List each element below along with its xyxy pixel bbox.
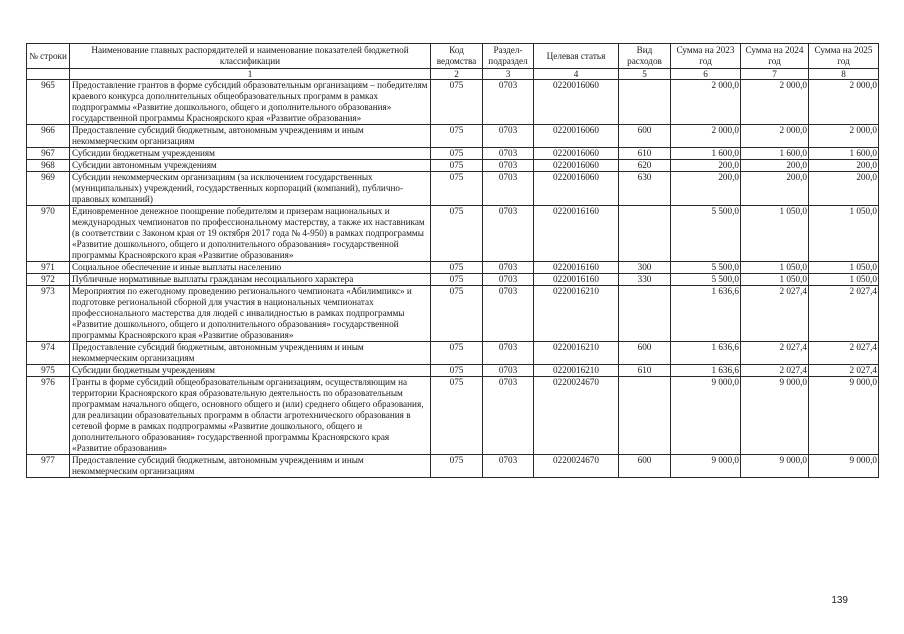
column-number: 6 [671,69,741,80]
table-row [27,148,879,160]
target-article: 0220016160 [534,262,619,274]
row-number: 973 [27,286,70,342]
header-section: Раздел-подраздел [483,44,534,69]
table-row [27,377,879,455]
header-row [27,44,879,69]
sum-2024: 2 000,0 [741,80,809,125]
sum-2023: 5 500,0 [671,262,741,274]
column-number: 4 [534,69,619,80]
sum-2024: 200,0 [741,172,809,206]
section-code: 0703 [483,365,534,377]
row-number: 975 [27,365,70,377]
header-target-article: Целевая статья [534,44,619,69]
sum-2023: 1 636,6 [671,365,741,377]
row-name: Предоставление субсидий бюджетным, автономным учреждениям и иным некоммерческим организациям [70,342,431,365]
column-number: 8 [809,69,879,80]
table-row [27,274,879,286]
row-name: Предоставление грантов в форме субсидий образовательным организациям – победителям краевого конкурса дополнительных общеобразовательных программ в рамках подпрограммы «Развитие дошкольного, общего и дополнительного образования» государственной программы Красноярского края «Развитие образования» [70,80,431,125]
expense-type [619,80,671,125]
sum-2024: 2 027,4 [741,286,809,342]
expense-type [619,286,671,342]
section-code: 0703 [483,342,534,365]
expense-type: 600 [619,342,671,365]
header-sum-2025: Сумма на 2025 год [809,44,879,69]
target-article: 0220016160 [534,274,619,286]
sum-2024: 1 050,0 [741,262,809,274]
section-code: 0703 [483,80,534,125]
sum-2023: 200,0 [671,160,741,172]
row-number: 972 [27,274,70,286]
target-article: 0220016060 [534,148,619,160]
sum-2024: 200,0 [741,160,809,172]
sum-2024: 2 027,4 [741,365,809,377]
sum-2023: 5 500,0 [671,206,741,262]
target-article: 0220016160 [534,206,619,262]
expense-type [619,206,671,262]
sum-2024: 1 050,0 [741,206,809,262]
target-article: 0220016060 [534,125,619,148]
target-article: 0220016210 [534,365,619,377]
row-name: Гранты в форме субсидий общеобразовательным организациям, осуществляющим на территории Красноярского края образовательную деятельность по образовательным программам начального общего, основного общего и (или) среднего общего образования, для реализации образовательных программ в области агротехнического образования в сетевой форме в рамках подпрограммы «Развитие дошкольного, общего и дополнительного образования» государственной программы Красноярского края «Развитие образования» [70,377,431,455]
budget-table-sheet [26,43,878,478]
sum-2025: 9 000,0 [809,455,879,478]
row-name: Публичные нормативные выплаты гражданам несоциального характера [70,274,431,286]
table-row [27,342,879,365]
row-number: 969 [27,172,70,206]
table-row [27,262,879,274]
ministry-code: 075 [431,125,483,148]
ministry-code: 075 [431,377,483,455]
row-name: Субсидии бюджетным учреждениям [70,365,431,377]
sum-2025: 2 027,4 [809,342,879,365]
section-code: 0703 [483,160,534,172]
expense-type: 610 [619,148,671,160]
sum-2024: 2 027,4 [741,342,809,365]
sum-2023: 2 000,0 [671,80,741,125]
table-row [27,172,879,206]
section-code: 0703 [483,172,534,206]
ministry-code: 075 [431,80,483,125]
target-article: 0220016210 [534,342,619,365]
row-number: 968 [27,160,70,172]
expense-type [619,377,671,455]
column-number: 1 [70,69,431,80]
sum-2024: 9 000,0 [741,455,809,478]
sum-2024: 1 600,0 [741,148,809,160]
expense-type: 600 [619,455,671,478]
section-code: 0703 [483,455,534,478]
row-name: Предоставление субсидий бюджетным, автономным учреждениям и иным некоммерческим организациям [70,455,431,478]
row-name: Предоставление субсидий бюджетным, автономным учреждениям и иным некоммерческим организациям [70,125,431,148]
table-row [27,455,879,478]
row-name: Мероприятия по ежегодному проведению регионального чемпионата «Абилимпикс» и подготовке региональной сборной для участия в национальных чемпионатах профессионального мастерства для людей с инвалидностью в рамках подпрограммы «Развитие дошкольного, общего и дополнительного образования» государственной программы Красноярского края «Развитие образования» [70,286,431,342]
section-code: 0703 [483,148,534,160]
sum-2025: 2 027,4 [809,365,879,377]
ministry-code: 075 [431,206,483,262]
ministry-code: 075 [431,286,483,342]
section-code: 0703 [483,206,534,262]
row-name: Субсидии некоммерческим организациям (за исключением государственных (муниципальных) учреждений, государственных корпораций (компаний), публично-правовых компаний) [70,172,431,206]
column-number: 2 [431,69,483,80]
table-row [27,125,879,148]
column-number [27,69,70,80]
table-row [27,160,879,172]
expense-type: 600 [619,125,671,148]
expense-type: 300 [619,262,671,274]
sum-2023: 5 500,0 [671,274,741,286]
row-name: Субсидии автономным учреждениям [70,160,431,172]
expense-type: 330 [619,274,671,286]
sum-2025: 200,0 [809,160,879,172]
ministry-code: 075 [431,342,483,365]
sum-2023: 1 600,0 [671,148,741,160]
ministry-code: 075 [431,148,483,160]
sum-2024: 9 000,0 [741,377,809,455]
section-code: 0703 [483,377,534,455]
ministry-code: 075 [431,365,483,377]
target-article: 0220016060 [534,172,619,206]
sum-2025: 1 600,0 [809,148,879,160]
sum-2023: 9 000,0 [671,377,741,455]
expense-type: 630 [619,172,671,206]
sum-2025: 200,0 [809,172,879,206]
ministry-code: 075 [431,262,483,274]
column-number: 5 [619,69,671,80]
sum-2025: 1 050,0 [809,262,879,274]
sum-2023: 1 636,6 [671,342,741,365]
sum-2025: 2 027,4 [809,286,879,342]
row-number: 976 [27,377,70,455]
ministry-code: 075 [431,172,483,206]
sum-2025: 9 000,0 [809,377,879,455]
column-number: 3 [483,69,534,80]
page-number: 139 [831,595,848,606]
row-number: 971 [27,262,70,274]
header-ministry-code: Код ведомства [431,44,483,69]
sum-2023: 200,0 [671,172,741,206]
table-row [27,206,879,262]
row-number: 966 [27,125,70,148]
section-code: 0703 [483,262,534,274]
header-row-number: № строки [27,44,70,69]
section-code: 0703 [483,274,534,286]
target-article: 0220016210 [534,286,619,342]
header-expense-type: Вид расходов [619,44,671,69]
target-article: 0220024670 [534,377,619,455]
row-number: 965 [27,80,70,125]
sum-2024: 2 000,0 [741,125,809,148]
sum-2025: 2 000,0 [809,125,879,148]
row-number: 974 [27,342,70,365]
header-name: Наименование главных распорядителей и наименование показателей бюджетной классификации [70,44,431,69]
section-code: 0703 [483,286,534,342]
sum-2023: 9 000,0 [671,455,741,478]
ministry-code: 075 [431,274,483,286]
sum-2023: 2 000,0 [671,125,741,148]
target-article: 0220024670 [534,455,619,478]
section-code: 0703 [483,125,534,148]
expense-type: 620 [619,160,671,172]
row-name: Субсидии бюджетным учреждениям [70,148,431,160]
row-name: Единовременное денежное поощрение победителям и призерам национальных и международных чемпионатов по профессиональному мастерству, а также их наставникам (в соответствии с Законом края от 19 октября 2017 года № 4-950) в рамках подпрограммы «Развитие дошкольного, общего и дополнительного образования» государственной программы Красноярского края «Развитие образования» [70,206,431,262]
expense-type: 610 [619,365,671,377]
sum-2023: 1 636,6 [671,286,741,342]
row-number: 977 [27,455,70,478]
target-article: 0220016060 [534,80,619,125]
header-sum-2023: Сумма на 2023 год [671,44,741,69]
table-row [27,365,879,377]
sum-2024: 1 050,0 [741,274,809,286]
sum-2025: 1 050,0 [809,206,879,262]
ministry-code: 075 [431,455,483,478]
column-number: 7 [741,69,809,80]
row-number: 970 [27,206,70,262]
target-article: 0220016060 [534,160,619,172]
table-row [27,286,879,342]
table-row [27,80,879,125]
sum-2025: 1 050,0 [809,274,879,286]
sum-2025: 2 000,0 [809,80,879,125]
row-number: 967 [27,148,70,160]
column-number-row [27,69,879,80]
table-body [27,80,879,478]
budget-table [26,43,879,478]
row-name: Социальное обеспечение и иные выплаты населению [70,262,431,274]
header-sum-2024: Сумма на 2024 год [741,44,809,69]
ministry-code: 075 [431,160,483,172]
